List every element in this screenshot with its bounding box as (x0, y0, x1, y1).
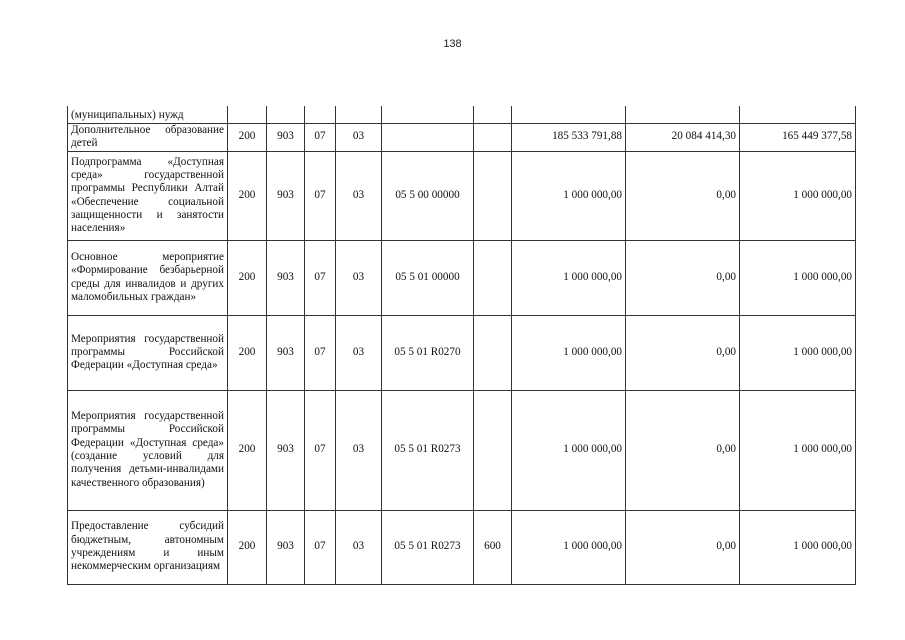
cell-amount-3: 1 000 000,00 (740, 315, 856, 390)
cell-code-2 (267, 106, 305, 123)
budget-table (67, 106, 856, 585)
cell-code-4: 03 (336, 315, 382, 390)
cell-code-2: 903 (267, 510, 305, 584)
page-number: 138 (443, 38, 462, 50)
row-name: Предоставление субсидий бюджетным, автономным учреждениям и иным некоммерческим организациям (68, 510, 228, 584)
cell-code-1: 200 (228, 510, 267, 584)
table-row (68, 315, 856, 390)
cell-code-6 (474, 151, 512, 240)
cell-code-3: 07 (305, 510, 336, 584)
row-name: Мероприятия государственной программы Российской Федерации «Доступная среда» (68, 315, 228, 390)
cell-code-5: 05 5 01 R0273 (382, 390, 474, 510)
cell-code-4: 03 (336, 240, 382, 315)
cell-code-2: 903 (267, 123, 305, 151)
cell-code-6 (474, 123, 512, 151)
table-row (68, 240, 856, 315)
row-name: Подпрограмма «Доступная среда» государственной программы Республики Алтай «Обеспечение социальной защищенности и занятости населения» (68, 151, 228, 240)
cell-code-5: 05 5 01 R0270 (382, 315, 474, 390)
cell-amount-1: 1 000 000,00 (512, 151, 626, 240)
table-row (68, 151, 856, 240)
cell-code-1: 200 (228, 151, 267, 240)
cell-code-1: 200 (228, 240, 267, 315)
cell-amount-2: 20 084 414,30 (626, 123, 740, 151)
cell-code-4 (336, 106, 382, 123)
cell-code-6 (474, 106, 512, 123)
cell-code-4: 03 (336, 151, 382, 240)
row-name: Дополнительное образование детей (68, 123, 228, 151)
table-row (68, 510, 856, 584)
cell-code-4: 03 (336, 123, 382, 151)
cell-code-6: 600 (474, 510, 512, 584)
cell-code-5: 05 5 01 00000 (382, 240, 474, 315)
cell-code-2: 903 (267, 240, 305, 315)
cell-code-6 (474, 390, 512, 510)
cell-code-1: 200 (228, 315, 267, 390)
cell-amount-2: 0,00 (626, 390, 740, 510)
cell-code-4: 03 (336, 510, 382, 584)
cell-code-3: 07 (305, 151, 336, 240)
cell-code-6 (474, 315, 512, 390)
cell-amount-3: 1 000 000,00 (740, 390, 856, 510)
row-name: Мероприятия государственной программы Российской Федерации «Доступная среда» (создание условий для получения детьми-инвалидами качественного образования) (68, 390, 228, 510)
cell-amount-3: 1 000 000,00 (740, 510, 856, 584)
cell-code-1: 200 (228, 390, 267, 510)
cell-code-3: 07 (305, 123, 336, 151)
cell-code-6 (474, 240, 512, 315)
cell-amount-3: 1 000 000,00 (740, 240, 856, 315)
cell-amount-2: 0,00 (626, 510, 740, 584)
cell-amount-1 (512, 106, 626, 123)
cell-amount-2 (626, 106, 740, 123)
cell-code-2: 903 (267, 315, 305, 390)
cell-amount-1: 1 000 000,00 (512, 390, 626, 510)
cell-code-5 (382, 123, 474, 151)
cell-code-5: 05 5 00 00000 (382, 151, 474, 240)
cell-code-2: 903 (267, 390, 305, 510)
cell-code-3: 07 (305, 390, 336, 510)
cell-code-3: 07 (305, 315, 336, 390)
cell-amount-2: 0,00 (626, 240, 740, 315)
cell-amount-1: 185 533 791,88 (512, 123, 626, 151)
cell-amount-3 (740, 106, 856, 123)
table-row (68, 123, 856, 151)
cell-code-3: 07 (305, 240, 336, 315)
cell-code-1 (228, 106, 267, 123)
cell-amount-2: 0,00 (626, 151, 740, 240)
table-row (68, 390, 856, 510)
cell-code-2: 903 (267, 151, 305, 240)
cell-amount-3: 165 449 377,58 (740, 123, 856, 151)
cell-code-3 (305, 106, 336, 123)
cell-code-5: 05 5 01 R0273 (382, 510, 474, 584)
table-row (68, 106, 856, 123)
cell-amount-1: 1 000 000,00 (512, 315, 626, 390)
cell-code-1: 200 (228, 123, 267, 151)
cell-amount-3: 1 000 000,00 (740, 151, 856, 240)
cell-amount-1: 1 000 000,00 (512, 510, 626, 584)
cell-amount-1: 1 000 000,00 (512, 240, 626, 315)
row-name: Основное мероприятие «Формирование безбарьерной среды для инвалидов и других маломобильных граждан» (68, 240, 228, 315)
row-name: (муниципальных) нужд (68, 106, 228, 123)
cell-code-4: 03 (336, 390, 382, 510)
cell-amount-2: 0,00 (626, 315, 740, 390)
cell-code-5 (382, 106, 474, 123)
